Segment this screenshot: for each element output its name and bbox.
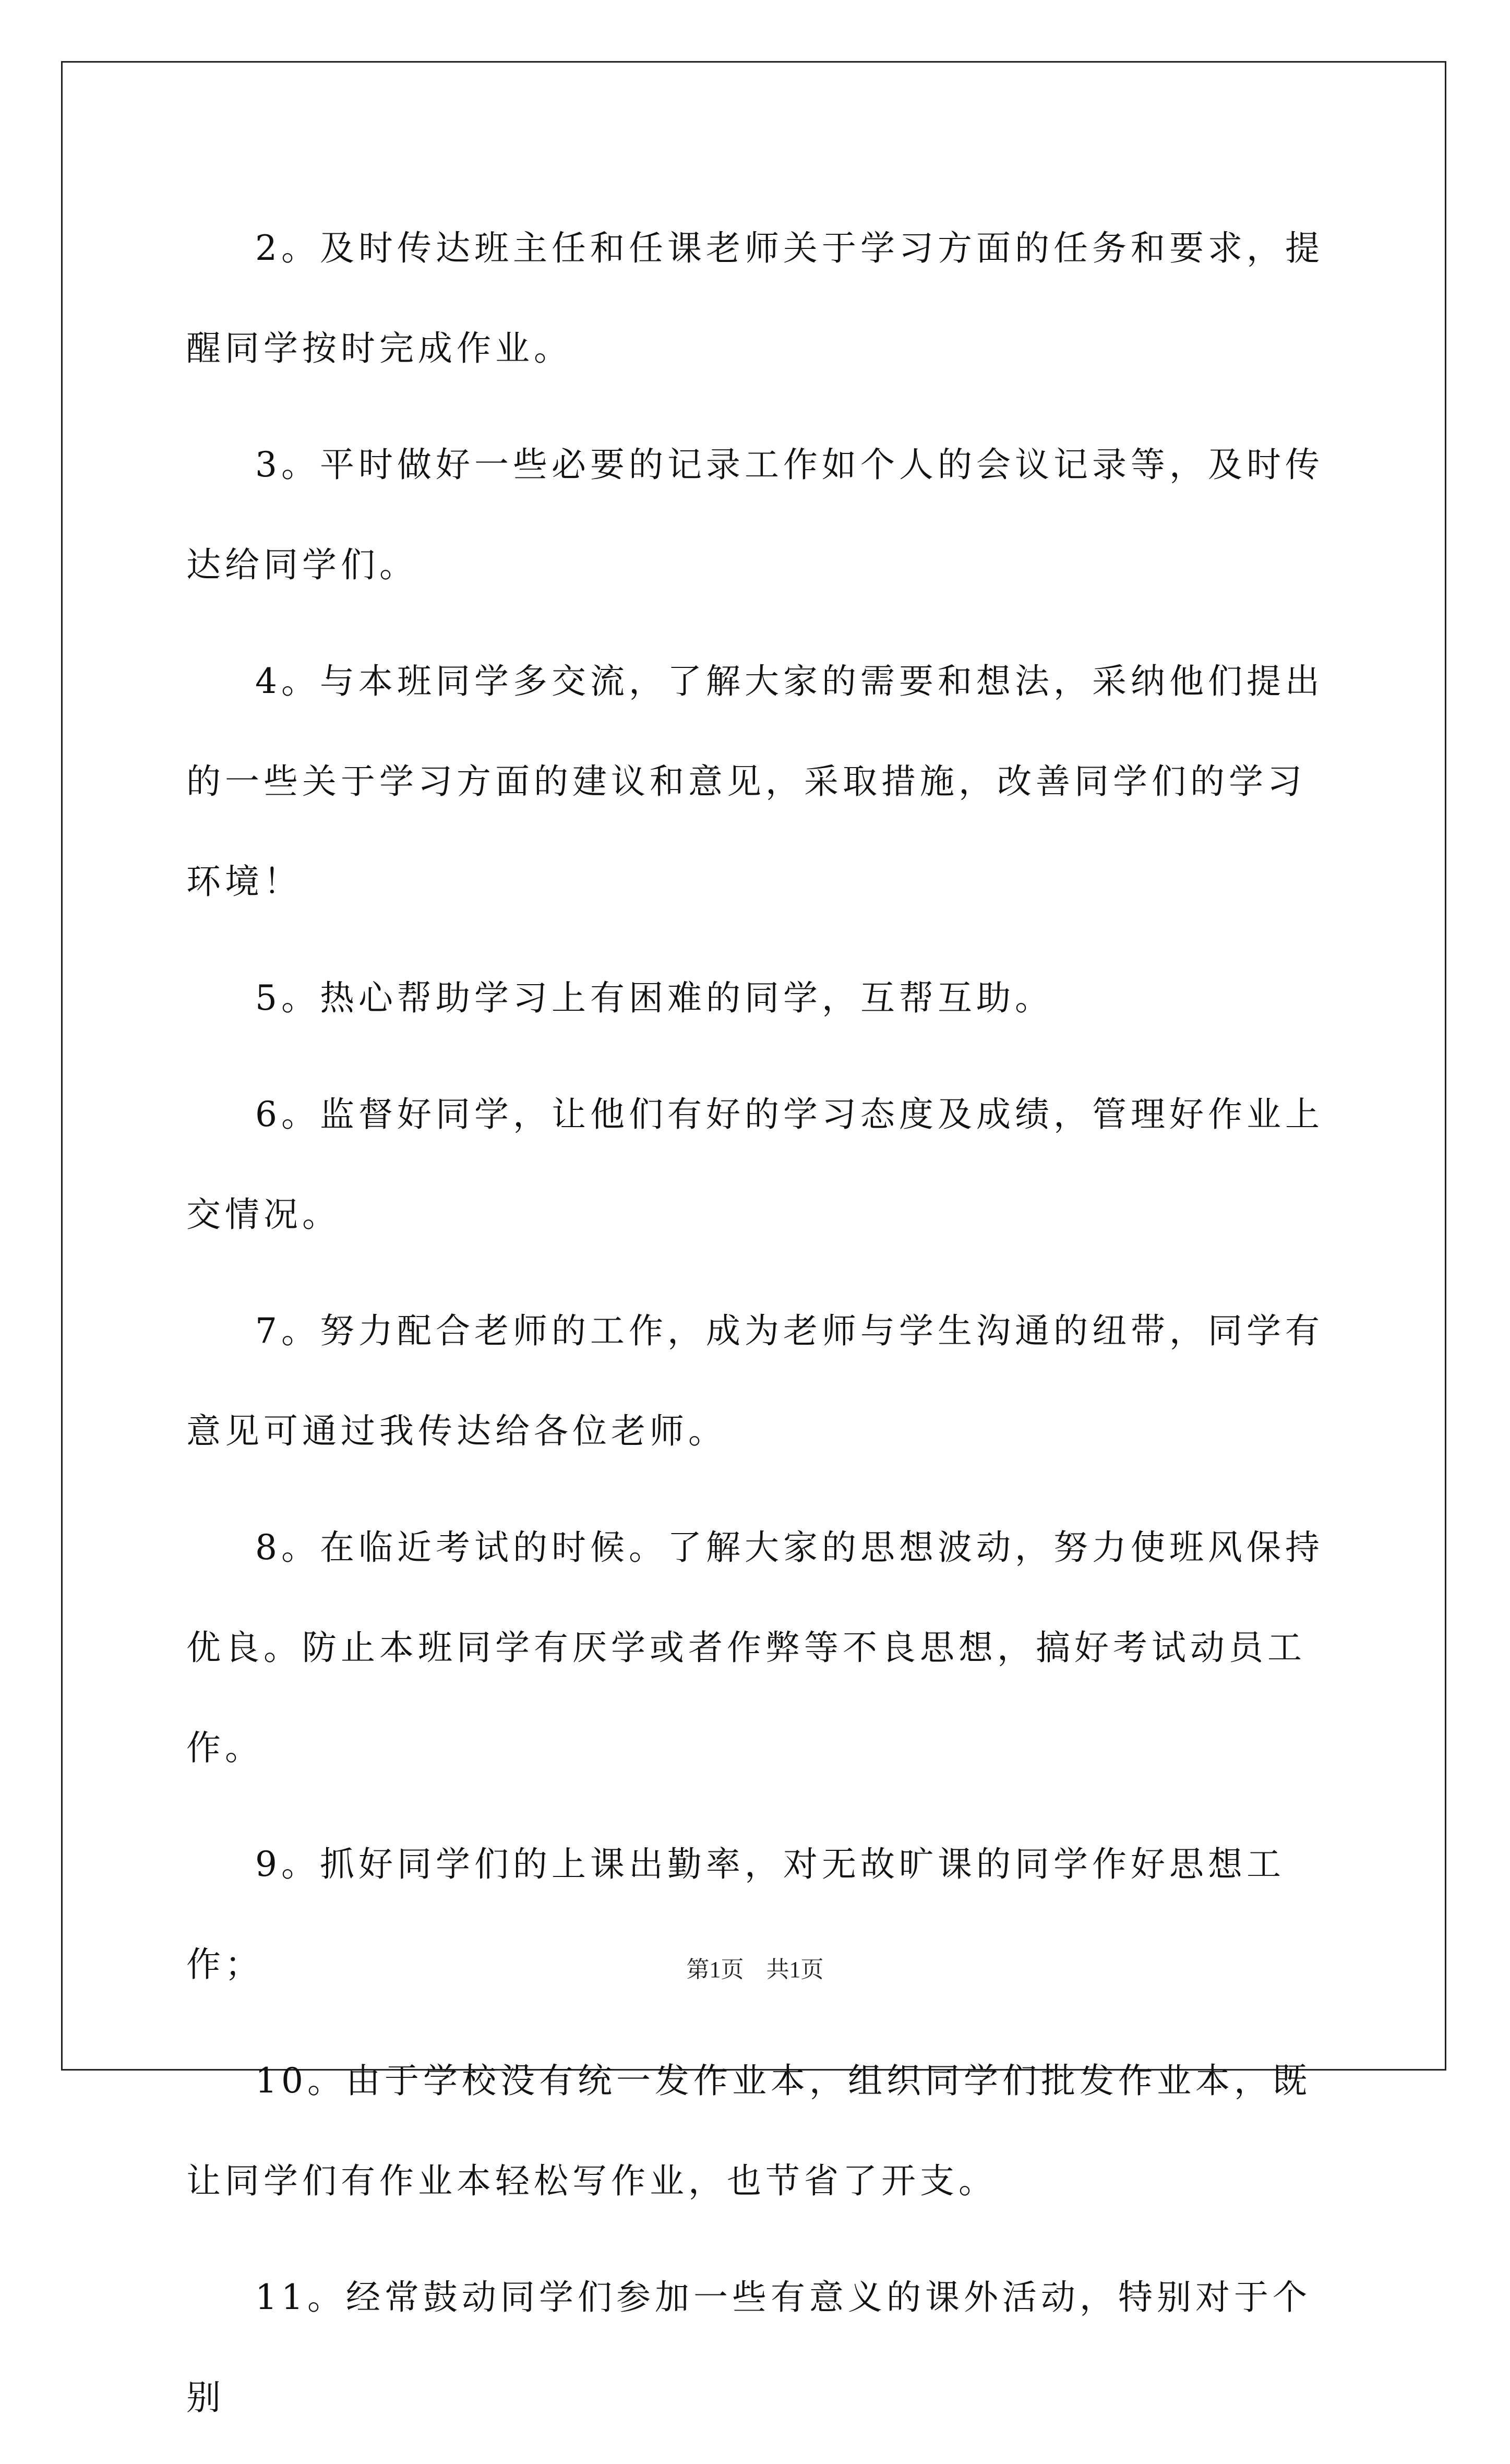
paragraph-item-10: 10。由于学校没有统一发作业本，组织同学们批发作业本，既让同学们有作业本轻松写作业，也节省了开支。 <box>186 2061 1311 2201</box>
paragraph-item-3: 3。平时做好一些必要的记录工作如个人的会议记录等，及时传达给同学们。 <box>186 445 1324 585</box>
page-number: 第1页 <box>686 1957 744 1982</box>
paragraph-item-9: 9。抓好同学们的上课出勤率，对无故旷课的同学作好思想工作； <box>186 1844 1285 1984</box>
document-body <box>186 198 1324 2464</box>
page-footer <box>0 1951 1510 1984</box>
paragraph-item-7: 7。努力配合老师的工作，成为老师与学生沟通的纽带，同学有意见可通过我传达给各位老师。 <box>186 1311 1324 1451</box>
paragraph-item-6: 6。监督好同学，让他们有好的学习态度及成绩，管理好作业上交情况。 <box>186 1094 1324 1235</box>
paragraph-item-11: 11。经常鼓动同学们参加一些有意义的课外活动，特别对于个别 <box>186 2277 1311 2418</box>
paragraph-item-2: 2。及时传达班主任和任课老师关于学习方面的任务和要求，提醒同学按时完成作业。 <box>186 228 1324 368</box>
paragraph-item-8: 8。在临近考试的时候。了解大家的思想波动，努力使班风保持优良。防止本班同学有厌学或者作弊等不良思想，搞好考试动员工作。 <box>186 1527 1324 1768</box>
paragraph-item-5: 5。热心帮助学习上有困难的同学，互帮互助。 <box>255 978 1053 1018</box>
page-count: 共1页 <box>766 1957 824 1982</box>
paragraph-item-4: 4。与本班同学多交流，了解大家的需要和想法，采纳他们提出的一些关于学习方面的建议和意见，采取措施，改善同学们的学习环境！ <box>186 661 1324 902</box>
